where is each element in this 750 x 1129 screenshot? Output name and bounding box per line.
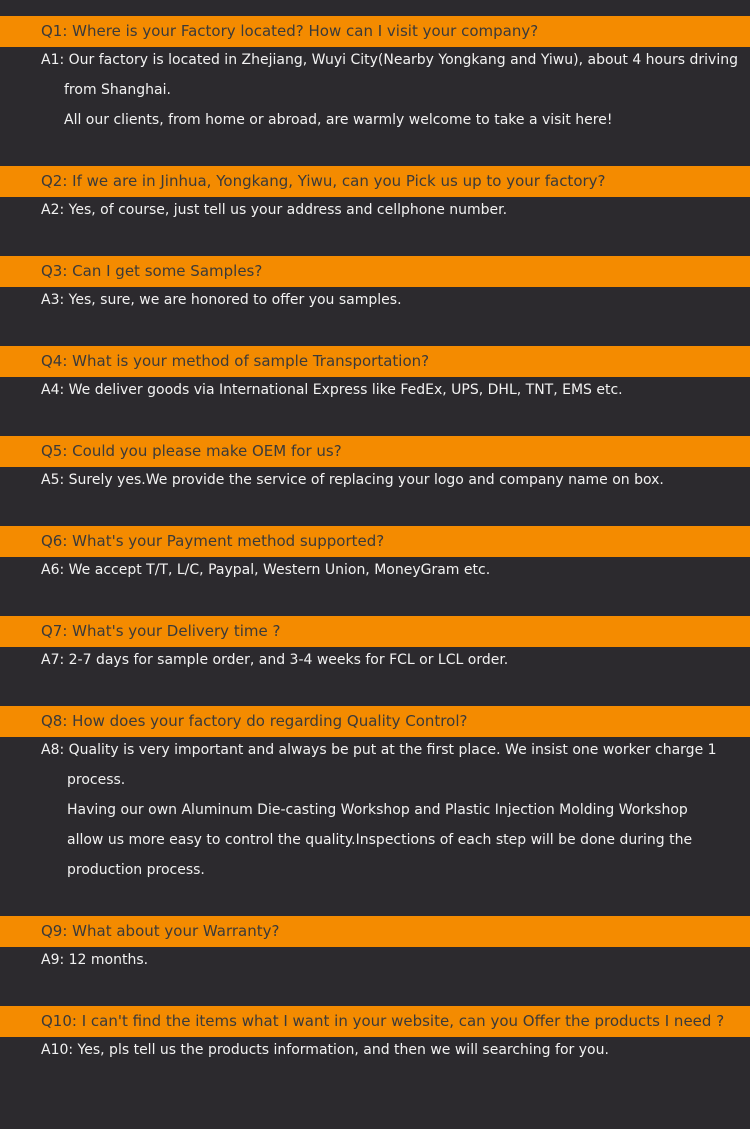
question-5: Q5: Could you please make OEM for us? bbox=[0, 436, 750, 467]
answer-1 bbox=[41, 45, 738, 135]
answer-10 bbox=[41, 1035, 731, 1065]
answer-line: All our clients, from home or abroad, are warmly welcome to take a visit here! bbox=[64, 112, 613, 128]
answer-line: A1: Our factory is located in Zhejiang, Wuyi City(Nearby Yongkang and Yiwu), about 4 hours driving bbox=[41, 52, 738, 68]
question-2: Q2: If we are in Jinhua, Yongkang, Yiwu, can you Pick us up to your factory? bbox=[0, 166, 750, 197]
question-10: Q10: I can't find the items what I want in your website, can you Offer the products I need ? bbox=[0, 1006, 750, 1037]
answer-6 bbox=[41, 555, 731, 585]
answer-line: Having our own Aluminum Die-casting Workshop and Plastic Injection Molding Workshop bbox=[67, 802, 688, 818]
answer-9 bbox=[41, 945, 731, 975]
answer-line: A7: 2-7 days for sample order, and 3-4 weeks for FCL or LCL order. bbox=[41, 652, 509, 668]
answer-line: A8: Quality is very important and always be put at the first place. We insist one worker charge 1 bbox=[41, 742, 717, 758]
answer-8 bbox=[41, 735, 731, 885]
answer-line: A6: We accept T/T, L/C, Paypal, Western Union, MoneyGram etc. bbox=[41, 562, 491, 578]
answer-4 bbox=[41, 375, 731, 405]
answer-line: from Shanghai. bbox=[64, 82, 171, 98]
answer-2 bbox=[41, 195, 731, 225]
answer-line: A3: Yes, sure, we are honored to offer you samples. bbox=[41, 292, 402, 308]
question-8: Q8: How does your factory do regarding Quality Control? bbox=[0, 706, 750, 737]
answer-line: A2: Yes, of course, just tell us your address and cellphone number. bbox=[41, 202, 508, 218]
question-9: Q9: What about your Warranty? bbox=[0, 916, 750, 947]
answer-7 bbox=[41, 645, 731, 675]
answer-line: A9: 12 months. bbox=[41, 952, 149, 968]
answer-line: process. bbox=[67, 772, 126, 788]
question-3: Q3: Can I get some Samples? bbox=[0, 256, 750, 287]
answer-line: A5: Surely yes.We provide the service of replacing your logo and company name on box. bbox=[41, 472, 664, 488]
question-1: Q1: Where is your Factory located? How can I visit your company? bbox=[0, 16, 750, 47]
question-4: Q4: What is your method of sample Transportation? bbox=[0, 346, 750, 377]
answer-5 bbox=[41, 465, 731, 495]
answer-line: A4: We deliver goods via International Express like FedEx, UPS, DHL, TNT, EMS etc. bbox=[41, 382, 623, 398]
answer-3 bbox=[41, 285, 731, 315]
answer-line: A10: Yes, pls tell us the products information, and then we will searching for you. bbox=[41, 1042, 609, 1058]
question-6: Q6: What's your Payment method supported? bbox=[0, 526, 750, 557]
answer-line: production process. bbox=[67, 862, 205, 878]
answer-line: allow us more easy to control the quality.Inspections of each step will be done during the bbox=[67, 832, 693, 848]
question-7: Q7: What's your Delivery time ? bbox=[0, 616, 750, 647]
